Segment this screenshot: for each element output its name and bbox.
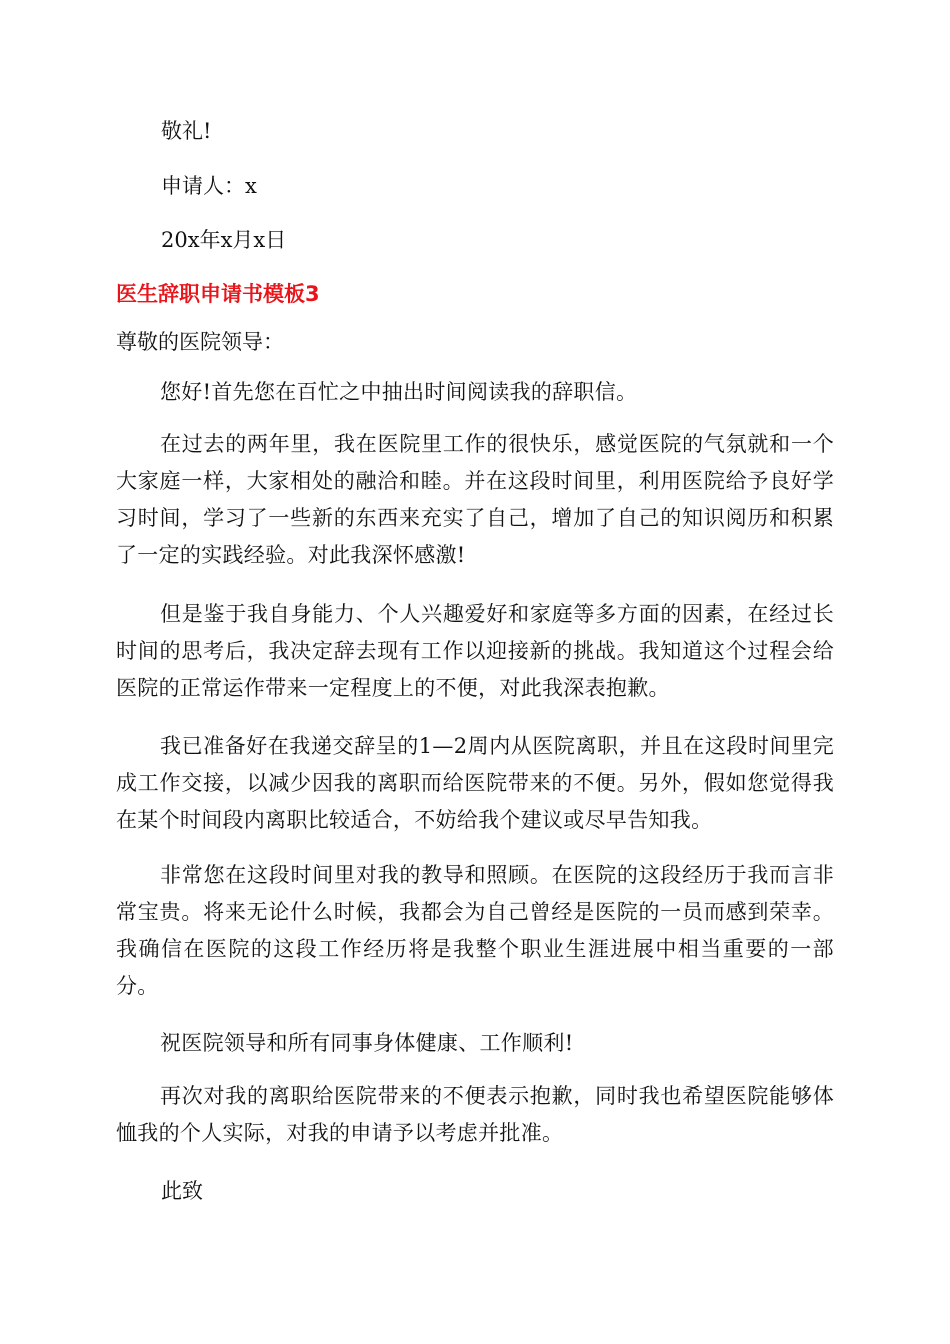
closing-salute: 敬礼! <box>161 119 212 143</box>
paragraph-reason: 但是鉴于我自身能力、个人兴趣爱好和家庭等多方面的因素，在经过长时间的思考后，我决定辞去现有工作以迎接新的挑战。我知道这个过程会给医院的正常运作带来一定程度上的不便，对此我深表抱歉。 <box>116 602 834 700</box>
section-title: 医生辞职申请书模板3 <box>116 282 320 306</box>
paragraph-thanks: 非常您在这段时间里对我的教导和照顾。在医院的这段经历于我而言非常宝贵。将来无论什么时候，我都会为自己曾经是医院的一员而感到荣幸。我确信在医院的这段工作经历将是我整个职业生涯进展中相当重要的一部分。 <box>116 863 834 998</box>
paragraph-gratitude: 在过去的两年里，我在医院里工作的很快乐，感觉医院的气氛就和一个大家庭一样，大家相处的融洽和睦。并在这段时间里，利用医院给予良好学习时间，学习了一些新的东西来充实了自己，增加了自己的知识阅历和积累了一定的实践经验。对此我深怀感激! <box>116 432 834 567</box>
paragraph-greeting: 您好!首先您在百忙之中抽出时间阅读我的辞职信。 <box>160 380 638 404</box>
salutation: 尊敬的医院领导： <box>116 330 284 354</box>
applicant-line: 申请人：x <box>161 174 257 198</box>
paragraph-apology: 再次对我的离职给医院带来的不便表示抱歉，同时我也希望医院能够体恤我的个人实际，对我的申请予以考虑并批准。 <box>116 1084 834 1145</box>
paragraph-wishes: 祝医院领导和所有同事身体健康、工作顺利! <box>160 1031 574 1055</box>
paragraph-handover: 我已准备好在我递交辞呈的1—2周内从医院离职，并且在这段时间里完成工作交接，以减少因我的离职而给医院带来的不便。另外，假如您觉得我在某个时间段内离职比较适合，不妨给我个建议或尽早告知我。 <box>116 734 834 832</box>
closing-line: 此致 <box>161 1179 203 1203</box>
date-line: 20x年x月x日 <box>161 228 287 252</box>
